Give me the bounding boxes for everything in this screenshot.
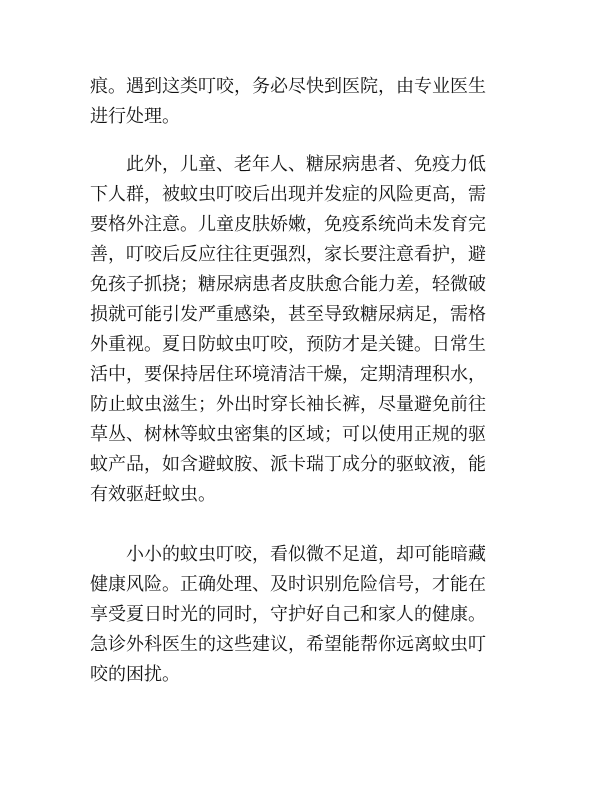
text-line: 小小的蚊虫叮咬，看似微不足道，却可能暗藏 [126,544,486,565]
text-line: 防止蚊虫滋生；外出时穿长袖长裤，尽量避免前往 [90,394,486,415]
text-line: 此外，儿童、老年人、糖尿病患者、免疫力低 [126,154,486,175]
text-line: 急诊外科医生的这些建议，希望能帮你远离蚊虫叮 [90,634,486,655]
text-line: 活中，要保持居住环境清洁干燥，定期清理积水， [90,364,486,385]
paragraph-2 [90,150,522,510]
paragraph-1 [90,72,522,132]
text-line: 下人群，被蚊虫叮咬后出现并发症的风险更高，需 [90,184,486,205]
paragraph-3 [90,540,522,690]
text-line: 外重视。夏日防蚊虫叮咬，预防才是关键。日常生 [90,334,486,355]
text-line: 享受夏日时光的同时，守护好自己和家人的健康。 [90,604,486,625]
text-line: 健康风险。正确处理、及时识别危险信号，才能在 [90,574,486,595]
text-line: 损就可能引发严重感染，甚至导致糖尿病足，需格 [90,304,486,325]
text-line: 要格外注意。儿童皮肤娇嫩，免疫系统尚未发育完 [90,214,486,235]
text-line: 进行处理。 [90,106,180,127]
text-line: 善，叮咬后反应往往更强烈，家长要注意看护，避 [90,244,486,265]
text-line: 痕。遇到这类叮咬，务必尽快到医院，由专业医生 [90,76,486,97]
text-line: 草丛、树林等蚊虫密集的区域；可以使用正规的驱 [90,424,486,445]
text-line: 有效驱赶蚊虫。 [90,484,216,505]
text-line: 蚊产品，如含避蚊胺、派卡瑞丁成分的驱蚊液，能 [90,454,486,475]
text-line: 免孩子抓挠；糖尿病患者皮肤愈合能力差，轻微破 [90,274,486,295]
text-line: 咬的困扰。 [90,664,180,685]
